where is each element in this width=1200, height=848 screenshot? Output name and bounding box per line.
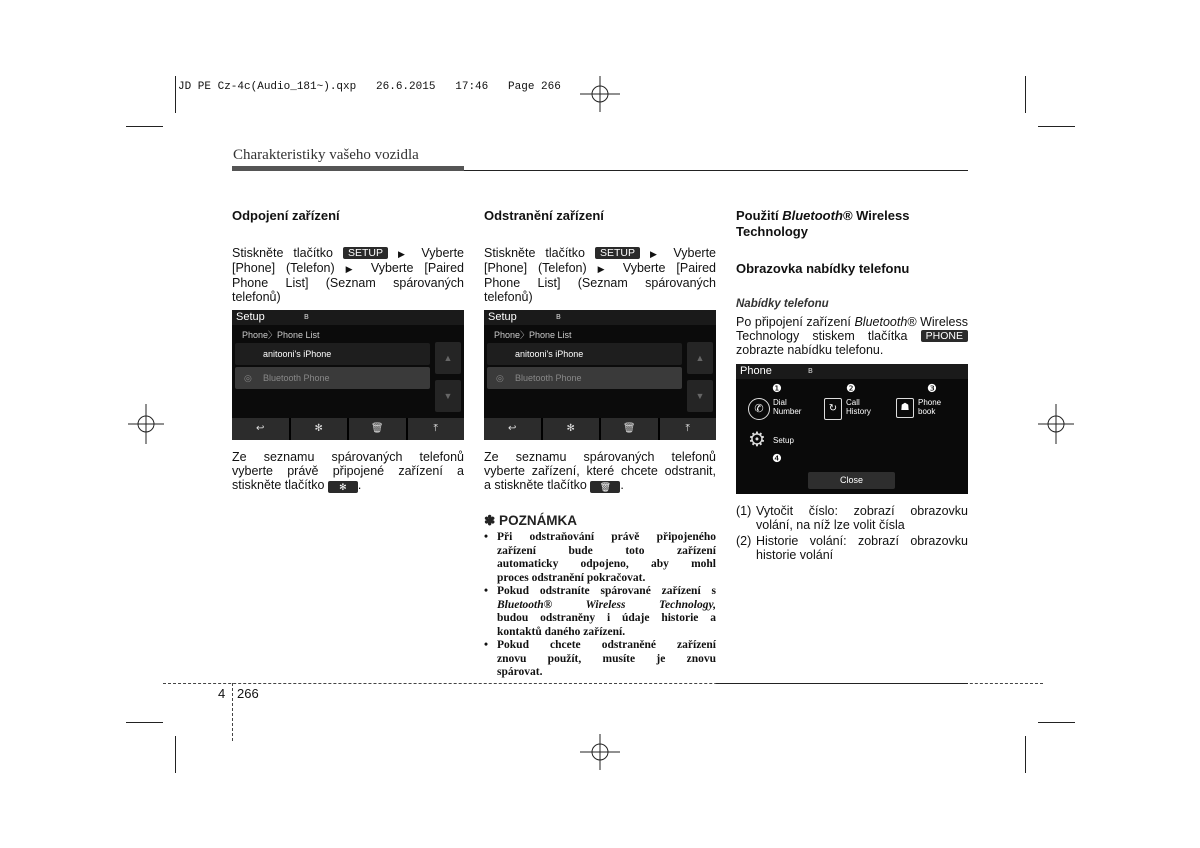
setup-screen-delete xyxy=(484,310,716,440)
move-top-button[interactable]: ⤒ xyxy=(408,418,465,440)
screen-toolbar xyxy=(484,418,716,440)
arrow-right-icon: ▶ xyxy=(345,264,360,274)
text-line: stiskněte tlačítko ✻ . xyxy=(232,478,362,492)
crop-mark xyxy=(126,126,163,127)
call-history-icon: ↻ xyxy=(824,398,842,420)
delete-button[interactable]: 🗑 xyxy=(601,418,658,440)
screen-toolbar xyxy=(232,418,464,440)
list-item-device[interactable]: ◎ Bluetooth Phone xyxy=(487,367,682,389)
screen-title: Setup xyxy=(488,311,517,323)
callout-2: ❷ xyxy=(846,383,856,395)
col3-list xyxy=(736,504,968,562)
bluetooth-icon: ʙ xyxy=(556,311,561,321)
back-button[interactable]: ↩ xyxy=(484,418,541,440)
phone-menu-screen xyxy=(736,364,968,494)
gear-icon: ⚙ xyxy=(748,429,766,451)
list-item-device[interactable]: anitooni's iPhone xyxy=(487,343,682,365)
note-list xyxy=(484,531,716,680)
text-line: zobrazte nabídku telefonu. xyxy=(736,343,884,357)
delete-button[interactable]: 🗑 xyxy=(349,418,406,440)
bluetooth-icon: ʙ xyxy=(808,365,813,375)
crop-mark xyxy=(126,722,163,723)
play-icon: ◎ xyxy=(496,373,504,383)
col1-para2 xyxy=(232,450,464,493)
scroll-down-button[interactable]: ▼ xyxy=(687,380,713,412)
crop-mark xyxy=(175,736,176,773)
col2-para2 xyxy=(484,450,716,493)
note-item: • Při odstraňování právě připojeného zařízení bude toto zařízení automaticky odpojeno, aby mohl proces odstranění pokračovat. xyxy=(484,531,716,584)
text-line: [Phone] (Telefon) ▶ Vyberte [Paired xyxy=(484,261,716,275)
setup-key: SETUP xyxy=(595,247,640,259)
heading-bluetooth: Použití Bluetooth® Wireless Technology xyxy=(736,208,910,239)
page-number: 266 xyxy=(237,686,259,701)
section-rule-thick xyxy=(232,166,464,171)
crop-mark xyxy=(175,76,176,113)
text-line: Ze seznamu spárovaných telefonů xyxy=(232,450,464,464)
registration-mark-icon xyxy=(128,404,164,444)
chapter-number: 4 xyxy=(218,686,226,701)
list-item-device[interactable]: anitooni's iPhone xyxy=(235,343,430,365)
registration-mark-icon xyxy=(580,734,620,770)
text-line: Phone List] (Seznam spárovaných xyxy=(484,276,716,290)
back-button[interactable]: ↩ xyxy=(232,418,289,440)
col2-para1 xyxy=(484,246,716,304)
crop-mark xyxy=(1038,722,1075,723)
footer-solid-rule xyxy=(716,683,968,684)
text-line: Ze seznamu spárovaných telefonů xyxy=(484,450,716,464)
scroll-up-button[interactable]: ▲ xyxy=(435,342,461,374)
callout-3: ❸ xyxy=(927,383,937,395)
print-slug: JD PE Cz-4c(Audio_181~).qxp 26.6.2015 17:46 Page 266 xyxy=(178,81,561,93)
text-line: Stiskněte tlačítko SETUP ▶ Vyberte xyxy=(232,246,465,260)
registration-mark-icon xyxy=(580,76,620,112)
setup-key: SETUP xyxy=(343,247,388,259)
note-item: • Pokud chcete odstraněné zařízení znovu použít, musíte je znovu spárovat. xyxy=(484,639,716,678)
disconnect-button[interactable]: ✻ xyxy=(291,418,348,440)
delete-key-icon: 🗑 xyxy=(590,481,620,493)
disconnect-button[interactable]: ✻ xyxy=(543,418,600,440)
text-line: telefonů) xyxy=(232,290,281,304)
callout-4: ❹ xyxy=(772,453,782,465)
breadcrumb: Phone〉Phone List xyxy=(242,330,320,340)
phone-handset-icon: ✆ xyxy=(748,398,770,420)
text-line: Phone List] (Seznam spárovaných xyxy=(232,276,464,290)
note-title: ✽ POZNÁMKA xyxy=(484,513,578,528)
section-rule-thin xyxy=(464,170,968,171)
footer-vertical-rule xyxy=(232,683,233,741)
heading-phone-menu: Obrazovka nabídky telefonu xyxy=(736,261,910,276)
text-line: telefonů) xyxy=(484,290,533,304)
note-item: • Pokud odstraníte spárované zařízení s Bluetooth® Wireless Technology, budou odstraněny i údaje historie a kontaktů daného zařízení. xyxy=(484,585,716,638)
bt-disconnect-key-icon: ✻ xyxy=(328,481,358,493)
setup-screen-disconnect xyxy=(232,310,464,440)
move-top-button[interactable]: ⤒ xyxy=(660,418,717,440)
crop-mark xyxy=(1025,736,1026,773)
phone-book-button[interactable]: ☗ Phone book xyxy=(896,396,966,422)
breadcrumb: Phone〉Phone List xyxy=(494,330,572,340)
list-item: (2) Historie volání: zobrazí obrazovku historie volání xyxy=(736,534,968,562)
crop-mark xyxy=(1038,126,1075,127)
italic-heading: Nabídky telefonu xyxy=(736,298,829,310)
scroll-up-button[interactable]: ▲ xyxy=(687,342,713,374)
text-line: Technology stiskem tlačítka PHONE xyxy=(736,329,968,343)
crop-mark xyxy=(1025,76,1026,113)
text-line: vyberte zařízení, které chcete odstranit, xyxy=(484,464,716,478)
setup-button[interactable]: ⚙ Setup xyxy=(748,429,794,451)
arrow-right-icon: ▶ xyxy=(649,249,664,259)
text-line: a stiskněte tlačítko 🗑 . xyxy=(484,478,624,492)
list-item: (1) Vytočit číslo: zobrazí obrazovku volání, na níž lze volit čísla xyxy=(736,504,968,532)
arrow-right-icon: ▶ xyxy=(397,249,412,259)
close-button[interactable]: Close xyxy=(808,472,895,489)
heading-delete: Odstranění zařízení xyxy=(484,208,604,223)
scroll-down-button[interactable]: ▼ xyxy=(435,380,461,412)
screen-title: Phone xyxy=(740,365,772,377)
text-line: [Phone] (Telefon) ▶ Vyberte [Paired xyxy=(232,261,464,275)
arrow-right-icon: ▶ xyxy=(597,264,612,274)
phone-key: PHONE xyxy=(921,330,968,342)
bluetooth-icon: ʙ xyxy=(304,311,309,321)
heading-disconnect: Odpojení zařízení xyxy=(232,208,340,223)
col3-para1 xyxy=(736,315,968,357)
col1-para1 xyxy=(232,246,464,304)
text-line: Stiskněte tlačítko SETUP ▶ Vyberte xyxy=(484,246,717,260)
screen-title: Setup xyxy=(236,311,265,323)
dial-number-button[interactable]: ✆ Dial Number xyxy=(748,396,818,422)
callout-1: ❶ xyxy=(772,383,782,395)
phone-book-icon: ☗ xyxy=(896,398,914,418)
list-item-device[interactable]: ◎ Bluetooth Phone xyxy=(235,367,430,389)
play-icon: ◎ xyxy=(244,373,252,383)
text-line: vyberte právě připojené zařízení a xyxy=(232,464,464,478)
text-line: Po připojení zařízení Bluetooth® Wireless xyxy=(736,315,968,329)
section-title: Charakteristiky vašeho vozidla xyxy=(233,147,419,163)
call-history-button[interactable]: ↻ Call History xyxy=(824,396,894,422)
registration-mark-icon xyxy=(1038,404,1074,444)
